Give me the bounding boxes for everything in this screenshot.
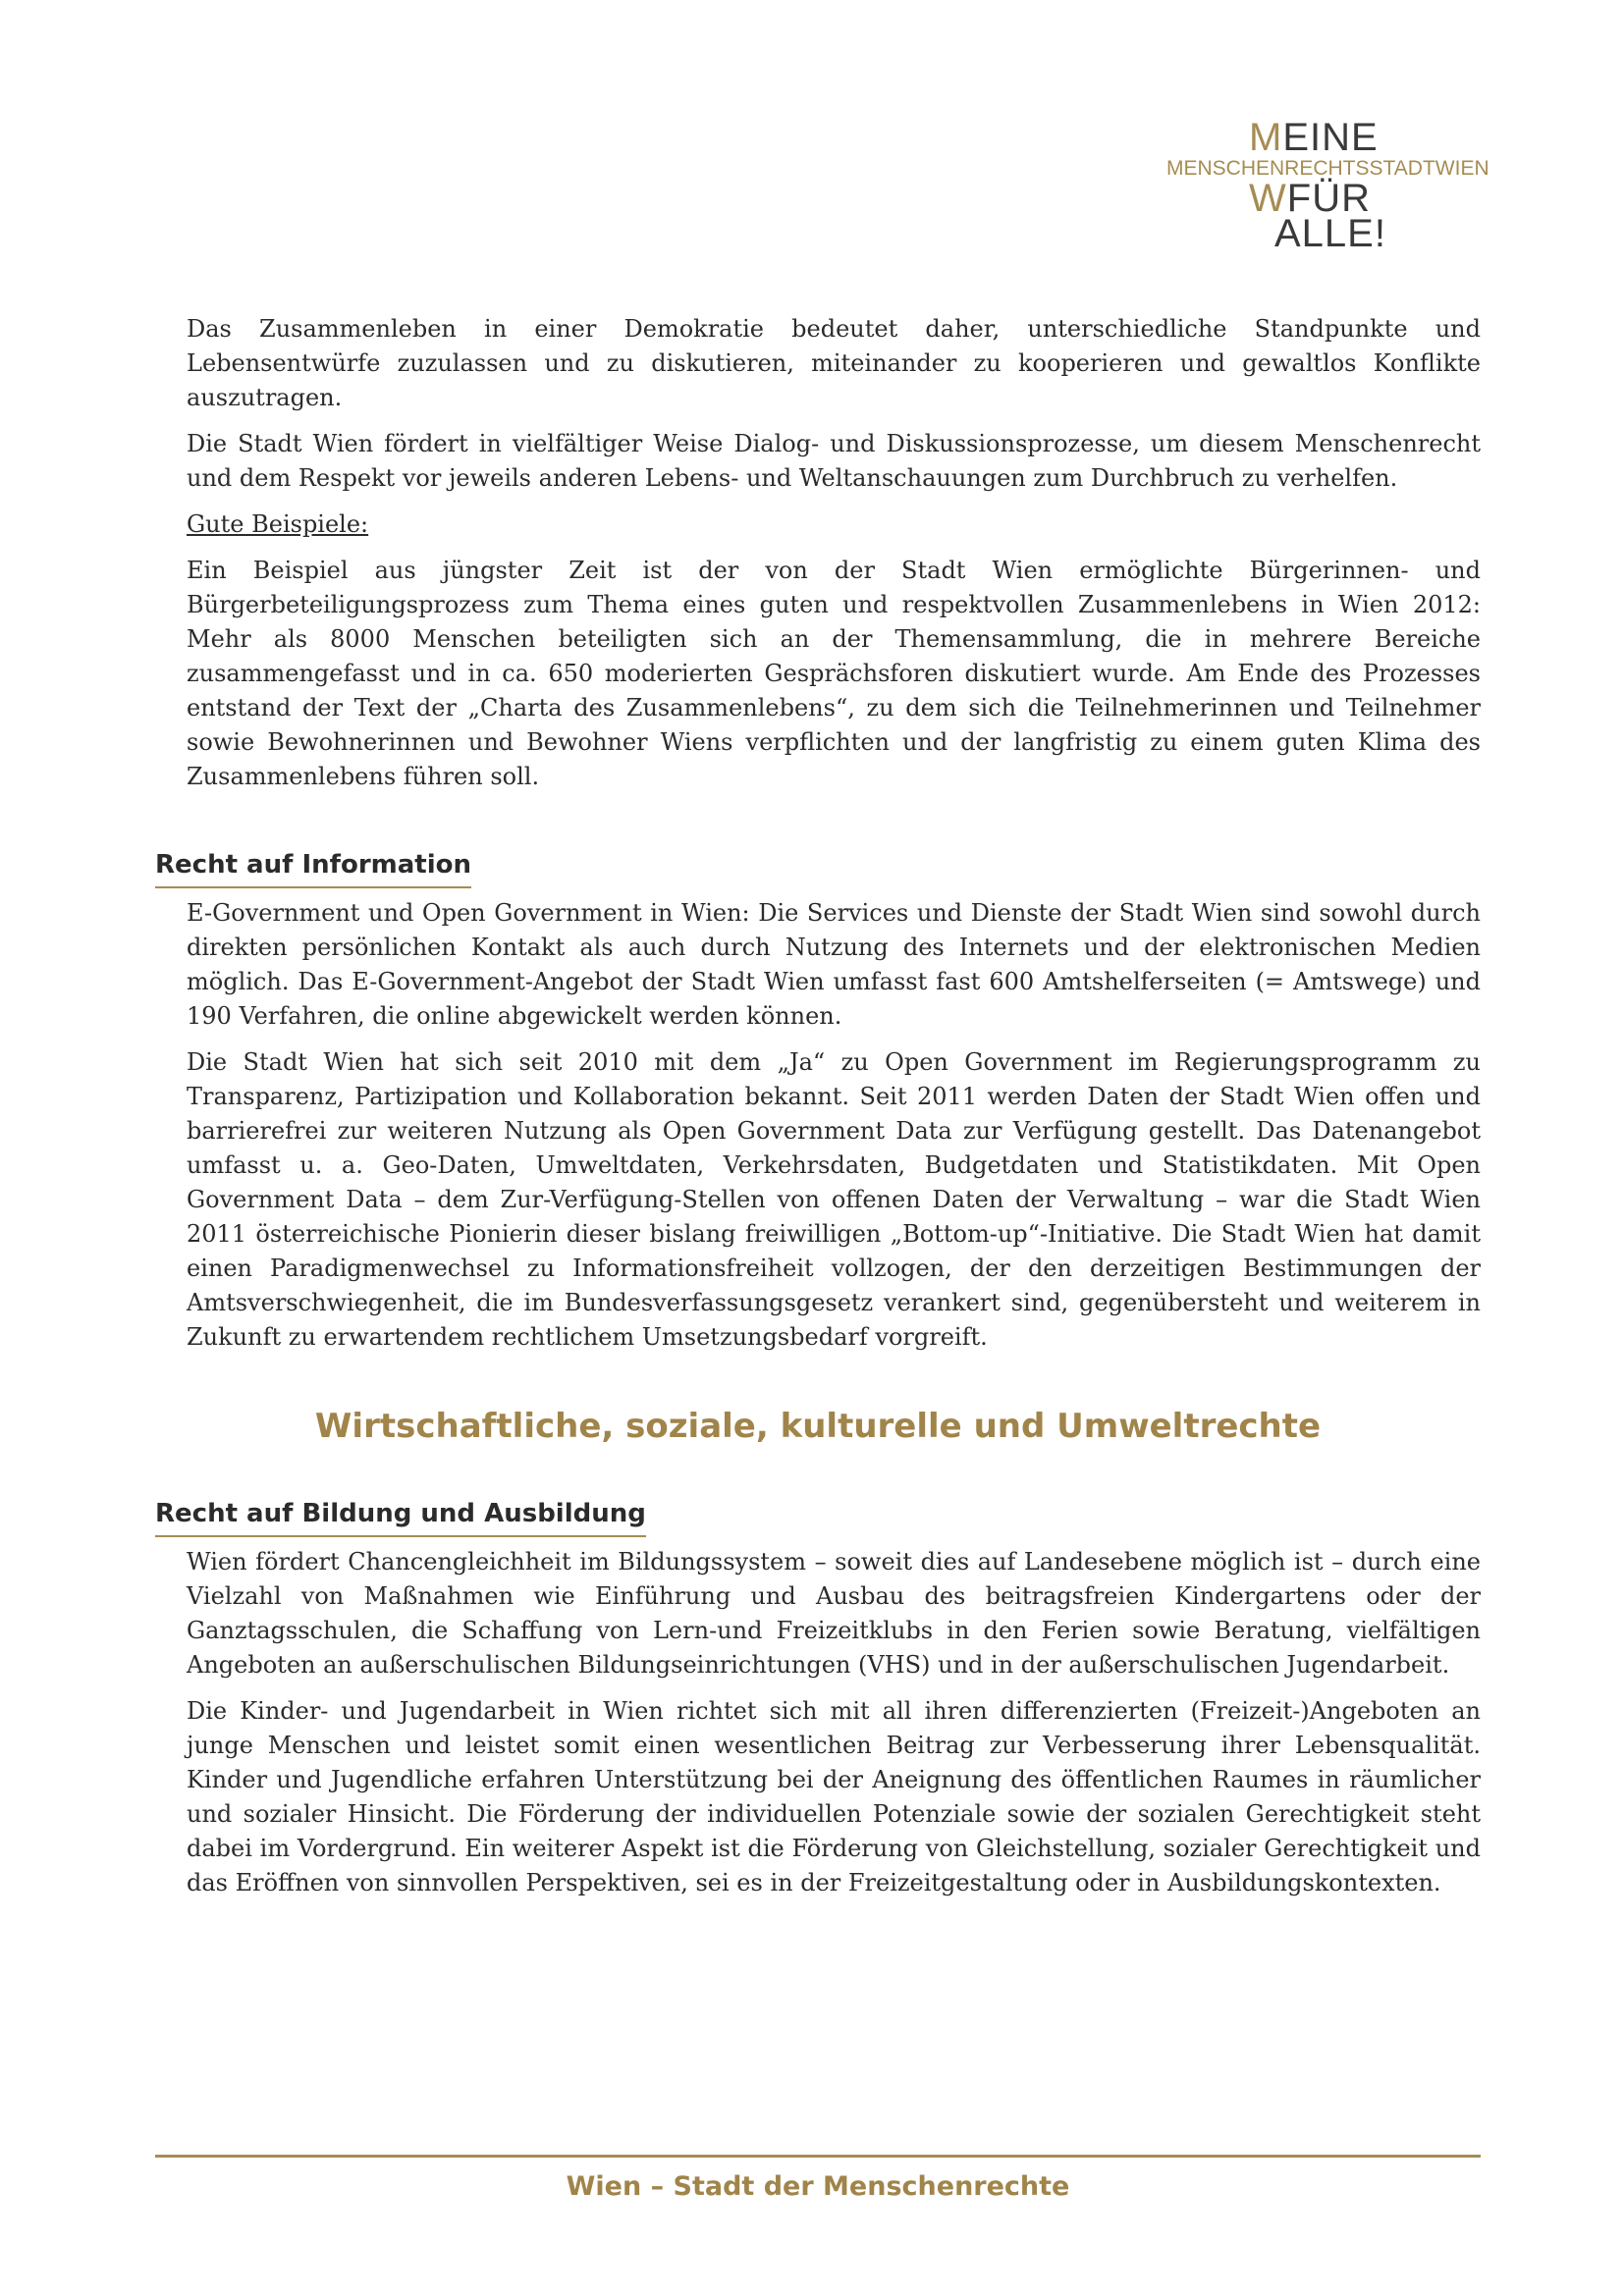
paragraph-youth-work: Die Kinder- und Jugendarbeit in Wien richtet sich mit all ihren differenzierten (Freizeit-)Angeboten an junge Menschen und leistet somit einen wesentlichen Beitrag zur Verbesserung ihrer Lebensqualität. Kinder und Jugendliche erfahren Unterstützung bei der Aneignung des öffentlichen Raumes in räumlicher und sozialer Hinsicht. Die Förderung der individuellen Potenziale sowie der sozialen Gerechtigkeit steht dabei im Vordergrund. Ein weiterer Aspekt ist die Förderung von Gleichstellung, sozialer Gerechtigkeit und das Eröffnen von sinnvollen Perspektiven, sei es in der Freizeitgestaltung oder in Ausbildungskontexten.: [187, 1697, 1481, 1896]
footer-title: Wien – Stadt der Menschenrechte: [566, 2171, 1070, 2202]
paragraph-equal-opportunity: Wien fördert Chancengleichheit im Bildungssystem – soweit dies auf Landesebene möglich ist – durch eine Vielzahl von Maßnahmen wie Einführung und Ausbau des beitragsfreien Kindergartens oder der Ganztagsschulen, die Schaffung von Lern-und Freizeitklubs in den Ferien sowie Beratung, vielfältigen Angeboten an außerschulischen Bildungseinrichtungen (VHS) und in der außerschulischen Jugendarbeit.: [187, 1548, 1481, 1679]
paragraph-democracy: Das Zusammenleben in einer Demokratie bedeutet daher, unterschiedliche Standpunkte und Lebensentwürfe zuzulassen und zu diskutieren, miteinander zu kooperieren und gewaltlos Konflikte auszutragen.: [187, 315, 1481, 411]
logo-line-1: MEINE: [1249, 116, 1379, 159]
paragraph-egovernment: E-Government und Open Government in Wien: Die Services und Dienste der Stadt Wien sind sowohl durch direkten persönlichen Kontakt als auch durch Nutzung des Internets und der elektronischen Medien möglich. Das E-Government-Angebot der Stadt Wien umfasst fast 600 Amtshelferseiten (= Amtswege) und 190 Verfahren, die online abgewickelt werden können.: [187, 899, 1481, 1030]
main-heading: Wirtschaftliche, soziale, kulturelle und Umweltrechte: [314, 1407, 1322, 1446]
logo-line-2: MENSCHENRECHTSSTADTWIEN: [1166, 157, 1489, 180]
logo-line-3: WFÜR: [1249, 177, 1371, 220]
section-heading-education: Recht auf Bildung und Ausbildung: [155, 1498, 646, 1537]
page-content: [155, 312, 1481, 1900]
section-heading-information: Recht auf Information: [155, 849, 471, 888]
footer-divider: [155, 2155, 1481, 2158]
logo: [1159, 116, 1492, 255]
paragraph-open-government: Die Stadt Wien hat sich seit 2010 mit dem „Ja“ zu Open Government im Regierungsprogramm zu Transparenz, Partizipation und Kollaboration bekannt. Seit 2011 werden Daten der Stadt Wien offen und barrierefrei zur weiteren Nutzung als Open Government Data zur Verfügung gestellt. Das Datenangebot umfasst u. a. Geo-Daten, Umweltdaten, Verkehrsdaten, Budgetdaten und Statistikdaten. Mit Open Government Data – dem Zur-Verfügung-Stellen von offenen Daten der Verwaltung – war die Stadt Wien 2011 österreichische Pionierin dieser bislang freiwilligen „Bottom-up“-Initiative. Die Stadt Wien hat damit einen Paradigmenwechsel zu Informationsfreiheit vollzogen, der den derzeitigen Bestimmungen der Amtsverschwiegenheit, die im Bundesverfassungsgesetz verankert sind, gegenübersteht und weiterem in Zukunft zu erwartendem rechtlichem Umsetzungsbedarf vorgreift.: [187, 1048, 1481, 1351]
examples-label: Gute Beispiele:: [187, 510, 369, 538]
paragraph-charta: Ein Beispiel aus jüngster Zeit ist der von der Stadt Wien ermöglichte Bürgerinnen- und Bürgerbeteiligungsprozess zum Thema eines guten und respektvollen Zusammenlebens in Wien 2012: Mehr als 8000 Menschen beteiligten sich an der Themensammlung, die in mehrere Bereiche zusammengefasst und in ca. 650 moderierten Gesprächsforen diskutiert wurde. Am Ende des Prozesses entstand der Text der „Charta des Zusammenlebens“, zu dem sich die Teilnehmerinnen und Teilnehmer sowie Bewohnerinnen und Bewohner Wiens verpflichten und der langfristig zu einem guten Klima des Zusammenlebens führen soll.: [187, 557, 1481, 790]
logo-line-4: ALLE!: [1274, 212, 1386, 255]
paragraph-dialog: Die Stadt Wien fördert in vielfältiger Weise Dialog- und Diskussionsprozesse, um diesem Menschenrecht und dem Respekt vor jeweils anderen Lebens- und Weltanschauungen zum Durchbruch zu verhelfen.: [187, 430, 1481, 492]
